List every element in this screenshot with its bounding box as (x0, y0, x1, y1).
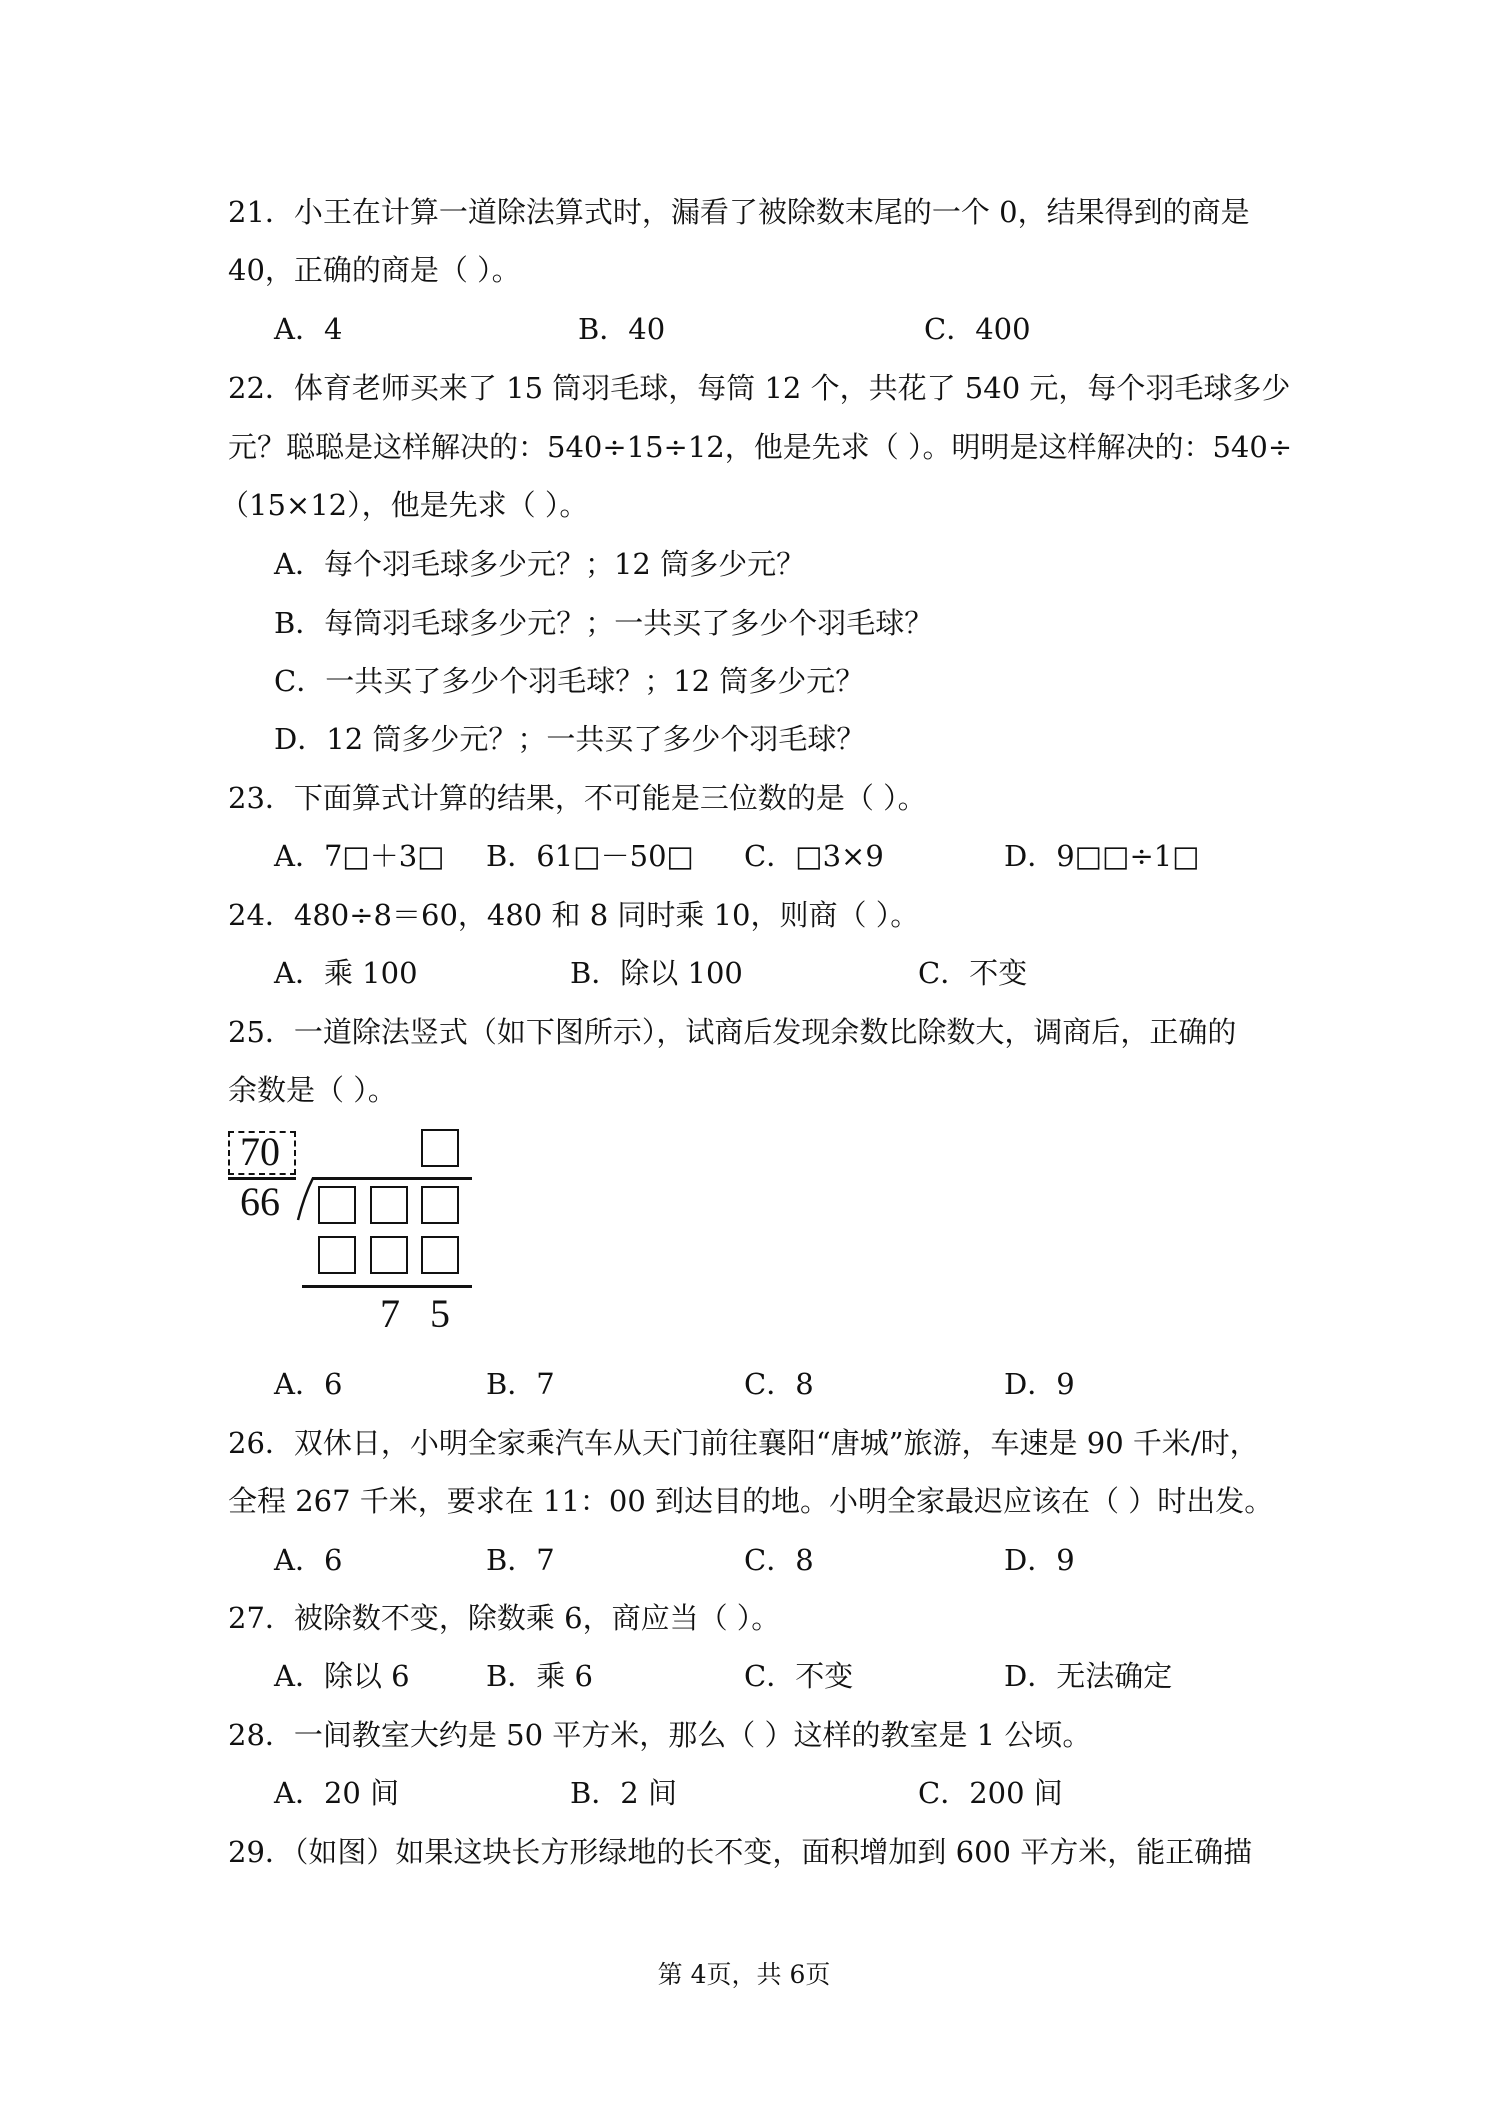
q21-line2: 40，正确的商是（ ）。 (228, 253, 521, 287)
divisor-number: 66 (240, 1179, 280, 1224)
subtraction-line (302, 1285, 472, 1288)
q22-line3: （15×12），他是先求（ ）。 (220, 488, 589, 522)
page-number: 第 4页，共 6页 (657, 1960, 831, 1989)
q25-line2: 余数是（ ）。 (228, 1073, 397, 1107)
q21-option-c[interactable]: C．400 (924, 312, 1031, 346)
quotient-digit-box (421, 1129, 459, 1167)
q27-option-d[interactable]: D．无法确定 (1004, 1659, 1173, 1693)
dividend-digit-box-1 (318, 1186, 356, 1224)
q25-option-b[interactable]: B．7 (486, 1367, 555, 1401)
q25-option-c[interactable]: C．8 (744, 1367, 814, 1401)
division-bar-line (312, 1177, 472, 1180)
product-digit-box-2 (370, 1236, 408, 1274)
q21-option-a[interactable]: A．4 (274, 312, 343, 346)
q22-line1: 22．体育老师买来了 15 筒羽毛球，每筒 12 个，共花了 540 元，每个羽毛球多少 (228, 371, 1291, 405)
q23-option-a[interactable]: A．7□＋3□ (274, 839, 445, 873)
q22-line2: 元？聪聪是这样解决的：540÷15÷12，他是先求（ ）。明明是这样解决的：540÷ (228, 430, 1293, 464)
q26-line1: 26．双休日，小明全家乘汽车从天门前往襄阳“唐城”旅游，车速是 90 千米/时， (228, 1426, 1259, 1460)
trial-quotient-number: 70 (240, 1129, 280, 1174)
q24-option-b[interactable]: B．除以 100 (570, 956, 743, 990)
q22-option-c[interactable]: C．一共买了多少个羽毛球？；12 筒多少元？ (274, 664, 865, 698)
dividend-digit-box-2 (370, 1186, 408, 1224)
q21-line1: 21．小王在计算一道除法算式时，漏看了被除数末尾的一个 0，结果得到的商是 (228, 195, 1250, 229)
remainder-ones-digit: 5 (430, 1291, 450, 1336)
q23-line1: 23．下面算式计算的结果，不可能是三位数的是（ ）。 (228, 781, 927, 815)
q21-option-b[interactable]: B．40 (578, 312, 666, 346)
q23-option-b[interactable]: B．61□－50□ (486, 839, 694, 873)
q29-line1: 29．（如图）如果这块长方形绿地的长不变，面积增加到 600 平方米，能正确描 (228, 1835, 1253, 1869)
q25-line1: 25．一道除法竖式（如下图所示），试商后发现余数比除数大，调商后，正确的 (228, 1015, 1237, 1049)
q28-line1: 28．一间教室大约是 50 平方米，那么（ ）这样的教室是 1 公顷。 (228, 1718, 1092, 1752)
q28-option-a[interactable]: A．20 间 (274, 1776, 400, 1810)
q25-option-d[interactable]: D．9 (1004, 1367, 1075, 1401)
q28-option-b[interactable]: B．2 间 (570, 1776, 677, 1810)
q22-option-a[interactable]: A．每个羽毛球多少元？；12 筒多少元？ (274, 547, 806, 581)
q25-option-a[interactable]: A．6 (274, 1367, 343, 1401)
remainder-tens-digit: 7 (380, 1291, 400, 1336)
q26-option-d[interactable]: D．9 (1004, 1543, 1075, 1577)
q23-option-d[interactable]: D．9□□÷1□ (1004, 839, 1200, 873)
q26-option-c[interactable]: C．8 (744, 1543, 814, 1577)
q22-option-d[interactable]: D．12 筒多少元？；一共买了多少个羽毛球？ (274, 722, 866, 756)
q27-option-a[interactable]: A．除以 6 (274, 1659, 410, 1693)
q26-line2: 全程 267 千米，要求在 11：00 到达目的地。小明全家最迟应该在（ ）时出发。 (228, 1484, 1274, 1518)
q27-option-b[interactable]: B．乘 6 (486, 1659, 593, 1693)
q22-option-b[interactable]: B．每筒羽毛球多少元？；一共买了多少个羽毛球？ (274, 606, 934, 640)
q24-option-a[interactable]: A．乘 100 (274, 956, 418, 990)
q26-option-a[interactable]: A．6 (274, 1543, 343, 1577)
product-digit-box-1 (318, 1236, 356, 1274)
q27-option-c[interactable]: C．不变 (744, 1659, 854, 1693)
q26-option-b[interactable]: B．7 (486, 1543, 555, 1577)
q27-line1: 27．被除数不变，除数乘 6，商应当（ ）。 (228, 1601, 781, 1635)
dividend-digit-box-3 (421, 1186, 459, 1224)
q24-option-c[interactable]: C．不变 (918, 956, 1028, 990)
q23-option-c[interactable]: C．□3×9 (744, 839, 884, 873)
product-digit-box-3 (421, 1236, 459, 1274)
division-bracket-icon (296, 1176, 316, 1222)
q28-option-c[interactable]: C．200 间 (918, 1776, 1063, 1810)
q24-line1: 24．480÷8＝60，480 和 8 同时乘 10，则商（ ）。 (228, 898, 920, 932)
